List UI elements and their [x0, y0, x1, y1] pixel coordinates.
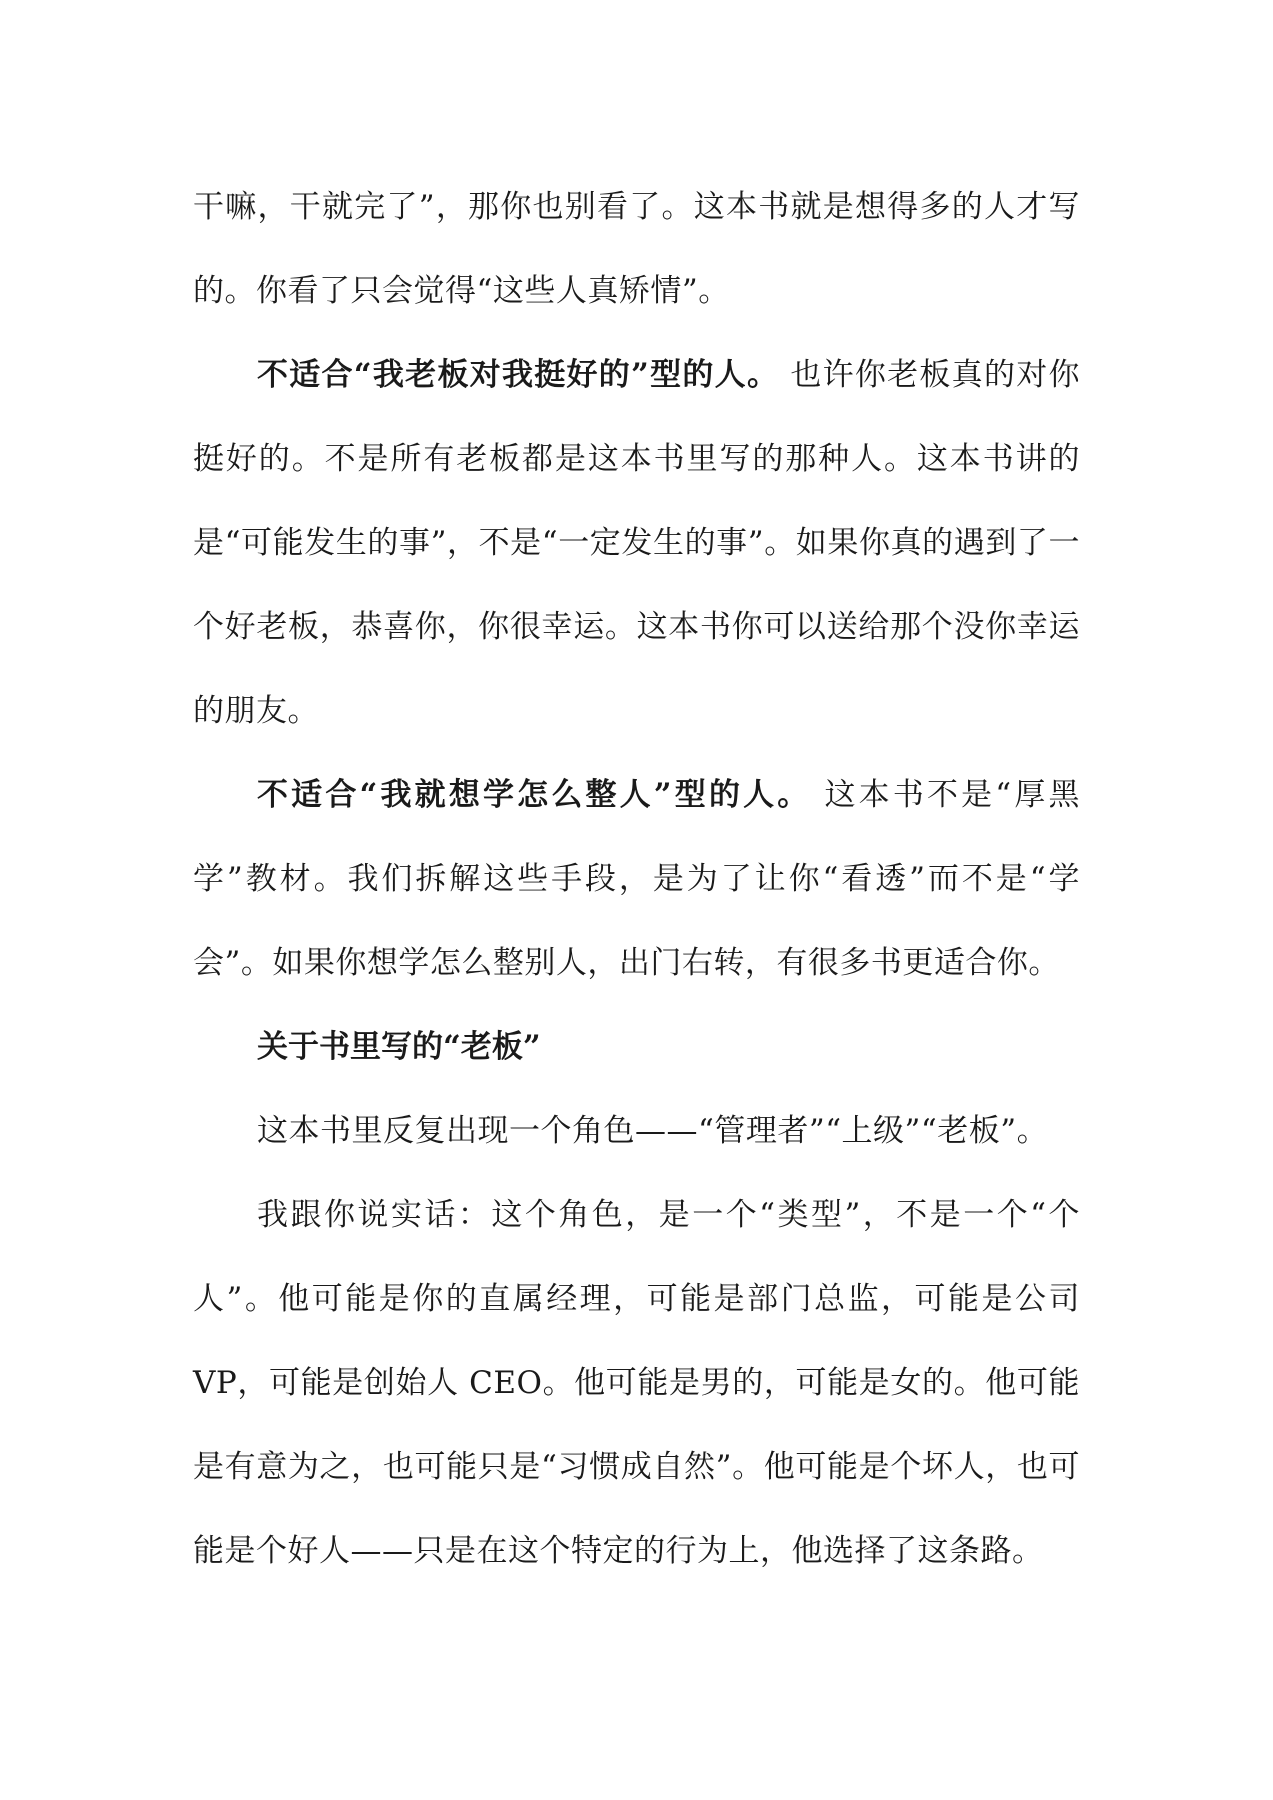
section-paragraph: 我跟你说实话：这个角色，是一个“类型”，不是一个“个人”。他可能是你的直属经理，可能是部门总监，可能是公司 VP，可能是创始人 CEO。他可能是男的，可能是女的。他可能是有意为之，也可能只是“习惯成自然”。他可能是个坏人，也可能是个好人——只是在这个特定的行为上，他选择了这条路。 [193, 1197, 1080, 1569]
paragraph-text: 这本书不是“厚黑学”教材。我们拆解这些手段，是为了让你“看透”而不是“学会”。如果你想学怎么整别人，出门右转，有很多书更适合你。 [193, 777, 1080, 981]
paragraph-not-for-nice-boss [193, 333, 1080, 753]
section-heading: 关于书里写的“老板” [257, 1029, 541, 1065]
paragraph-not-for-schemers [193, 753, 1080, 1005]
paragraph-lead: 不适合“我就想学怎么整人”型的人。 [257, 777, 812, 813]
paragraph-text: 干嘛，干就完了”，那你也别看了。这本书就是想得多的人才写的。你看了只会觉得“这些人真矫情”。 [193, 189, 1080, 309]
section-paragraph: 这本书里反复出现一个角色——“管理者”“上级”“老板”。 [257, 1113, 1049, 1149]
document-page [193, 165, 1080, 1593]
paragraph-continuation [193, 165, 1080, 333]
paragraph-text: 也许你老板真的对你挺好的。不是所有老板都是这本书里写的那种人。这本书讲的是“可能发生的事”，不是“一定发生的事”。如果你真的遇到了一个好老板，恭喜你，你很幸运。这本书你可以送给那个没你幸运的朋友。 [193, 357, 1080, 729]
paragraph-lead: 不适合“我老板对我挺好的”型的人。 [257, 357, 780, 393]
